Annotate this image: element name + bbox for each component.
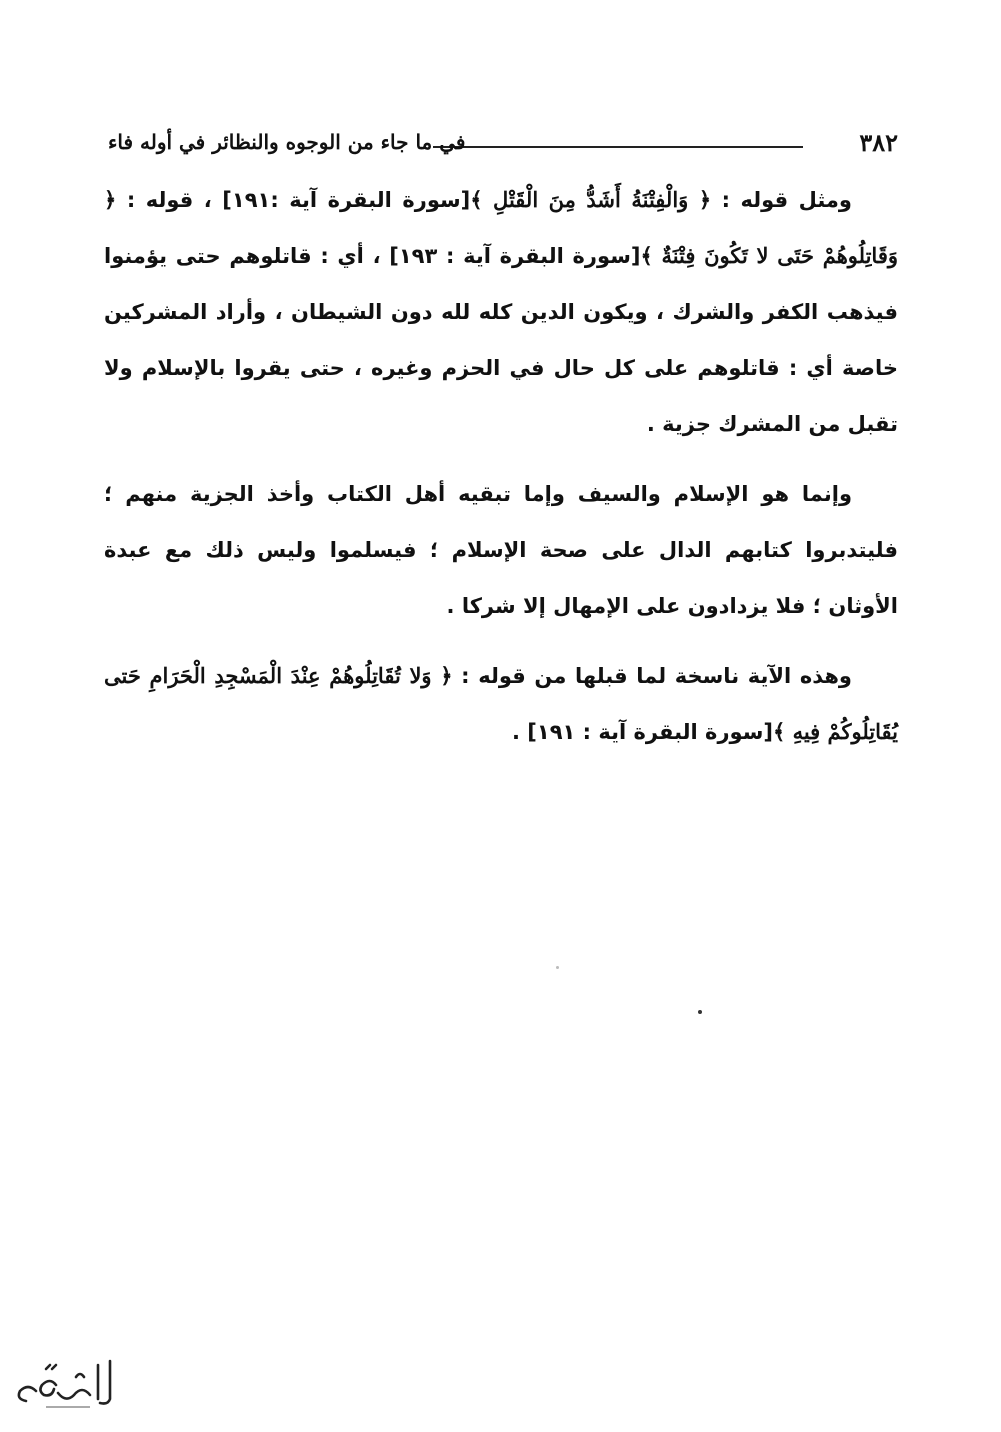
ink-speck-faint [556, 966, 559, 969]
quran-verse-2: ﴿ وَقَاتِلُوهُمْ حَتَى لا تَكُونَ فِتْنَةٌ ﴾ [104, 187, 899, 268]
paragraph-2: وإنما هو الإسلام والسيف وإما تبقيه أهل الكتاب وأخذ الجزية منهم ؛ فليتدبروا كتابهم الدال على صحة الإسلام ؛ فيسلموا وليس ذلك مع عبدة الأوثان ؛ فلا يزدادون على الإمهال إلا شركا . [104, 482, 898, 618]
header-rule [433, 146, 803, 148]
paragraph-1 [104, 172, 898, 452]
ink-speck [698, 1010, 702, 1014]
running-header [108, 128, 898, 164]
paragraph-1-text-b: [سورة البقرة آية :١٩١] ، قوله : [116, 188, 471, 212]
paragraph-3-text-b: [سورة البقرة آية : ١٩١] . [512, 720, 773, 744]
quran-verse-3: ﴿ وَلا تُقَاتِلُوهُمْ عِنْدَ الْمَسْجِدِ الْحَرَامِ حَتى يُقَاتِلُوكُمْ فِيهِ ﴾ [104, 663, 898, 744]
page-number: ٣٨٢ [859, 128, 898, 157]
paragraph-1-text-c: [سورة البقرة آية : ١٩٣] ، أي : قاتلوهم حتى يؤمنوا فيذهب الكفر والشرك ، ويكون الدين كله لله دون الشيطان ، وأراد المشركين خاصة أي : قاتلوهم على كل حال في الحزم وغيره ، حتى يقروا بالإسلام ولا تقبل من المشرك جزية . [104, 244, 898, 436]
publisher-logo [6, 1355, 118, 1411]
paragraph-3-text-a: وهذه الآية ناسخة لما قبلها من قوله : [452, 664, 852, 688]
running-header-title: في ما جاء من الوجوه والنظائر في أوله فاء [108, 130, 466, 154]
paragraph-3 [104, 648, 898, 760]
page-body [104, 172, 898, 774]
quran-verse-1: ﴿ وَالْفِتْنَةُ أَشَدُّ مِنَ الْقَتْلِ ﴾ [470, 187, 712, 212]
paragraph-1-text-a: ومثل قوله : [711, 188, 852, 212]
